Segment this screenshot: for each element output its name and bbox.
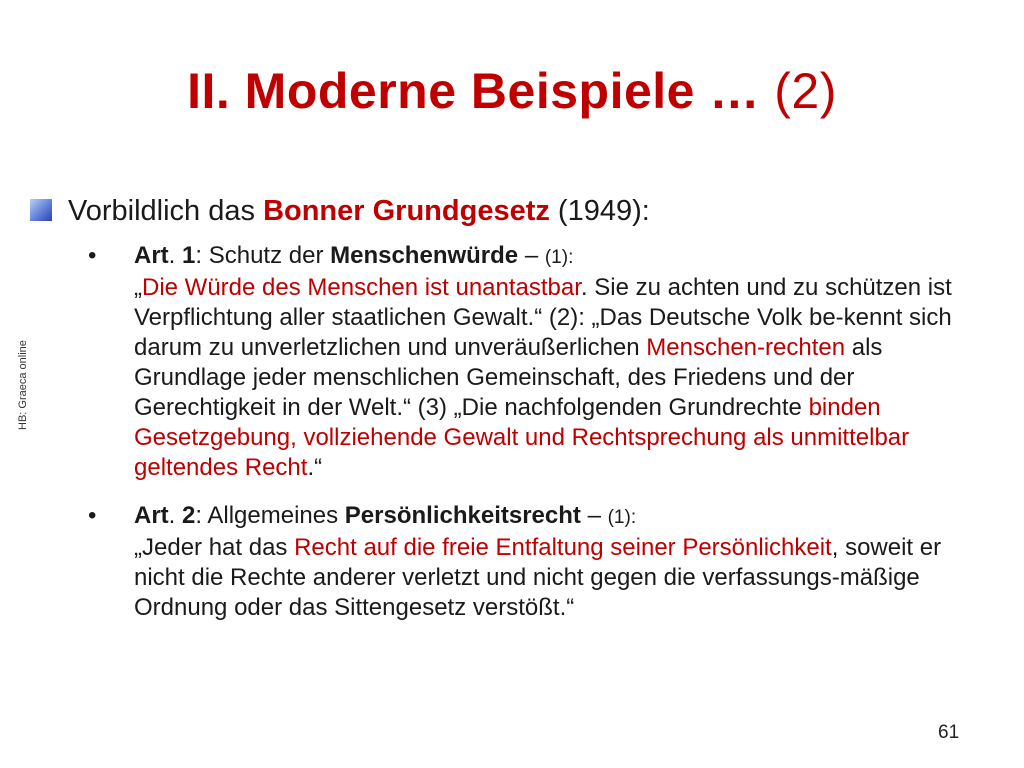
article-1-highlight-3: binden Gesetzgebung, vollziehende Gewalt und Rechtsprechung als unmittelbar geltendes Recht (134, 394, 910, 481)
article-2-highlight-1: Recht auf die freie Entfaltung seiner Persönlichkeit (294, 534, 832, 561)
article-1-text-1: . Sie zu achten und zu schützen ist Verpflichtung aller staatlichen Gewalt.“ (2): „Das Deutsche Volk be-kennt sich darum zu unverletzlichen und unveräußerlichen (134, 274, 952, 361)
main-bullet-suffix: (1949): (549, 195, 650, 227)
article-2-text-1: , soweit er nicht die Rechte anderer verletzt und nicht gegen die verfassungs-mäßige Ordnung oder das Sittengesetz verstößt.“ (134, 534, 942, 621)
slide-title-main: II. Moderne Beispiele … (187, 63, 760, 119)
main-bullet-text (68, 193, 990, 229)
article-2-number: 2 (182, 502, 196, 529)
article-1-highlight-1: Die Würde des Menschen ist unantastbar (142, 274, 581, 301)
bullet-dot: • (88, 502, 97, 529)
page-number: 61 (938, 722, 960, 743)
article-1-dot: . (168, 242, 176, 269)
article-2-subsection: (1): (607, 507, 637, 528)
main-bullet-highlight: Bonner Grundgesetz (263, 195, 550, 227)
article-1-number: 1 (182, 242, 196, 269)
article-1-open-quote: „ (134, 274, 142, 301)
main-bullet-prefix: Vorbildlich das (68, 195, 264, 227)
slide-title (0, 62, 1024, 120)
article-2-label: Art (134, 502, 169, 529)
article-2-term: Persönlichkeitsrecht (344, 502, 581, 529)
article-2-heading: : Allgemeines (195, 502, 345, 529)
article-1-text-2: als Grundlage jeder menschlichen Gemeinschaft, des Friedens und der Gerechtigkeit in der Welt.“ (3) „Die nachfolgenden Grundrechte (134, 334, 883, 421)
article-2-open-quote: „Jeder hat das (134, 534, 295, 561)
article-1-subsection: (1): (544, 247, 574, 268)
article-2-body (134, 501, 988, 623)
article-1-highlight-2: Menschen-rechten (646, 334, 846, 361)
square-bullet-icon (30, 199, 52, 221)
article-1-label: Art (134, 242, 169, 269)
article-2-item (88, 501, 988, 623)
source-note: HB: Graeca online (17, 340, 29, 430)
article-1-body (134, 241, 988, 483)
article-1-term: Menschenwürde (330, 242, 519, 269)
article-2-dot: . (168, 502, 176, 529)
article-1-heading: : Schutz der (195, 242, 331, 269)
slide-title-number: (2) (774, 63, 837, 119)
main-bullet (30, 193, 990, 229)
article-1-close: .“ (307, 454, 323, 481)
article-1-dash: – (518, 242, 545, 269)
article-2-dash: – (580, 502, 608, 529)
bullet-dot: • (88, 242, 97, 269)
article-1-item (88, 241, 988, 483)
